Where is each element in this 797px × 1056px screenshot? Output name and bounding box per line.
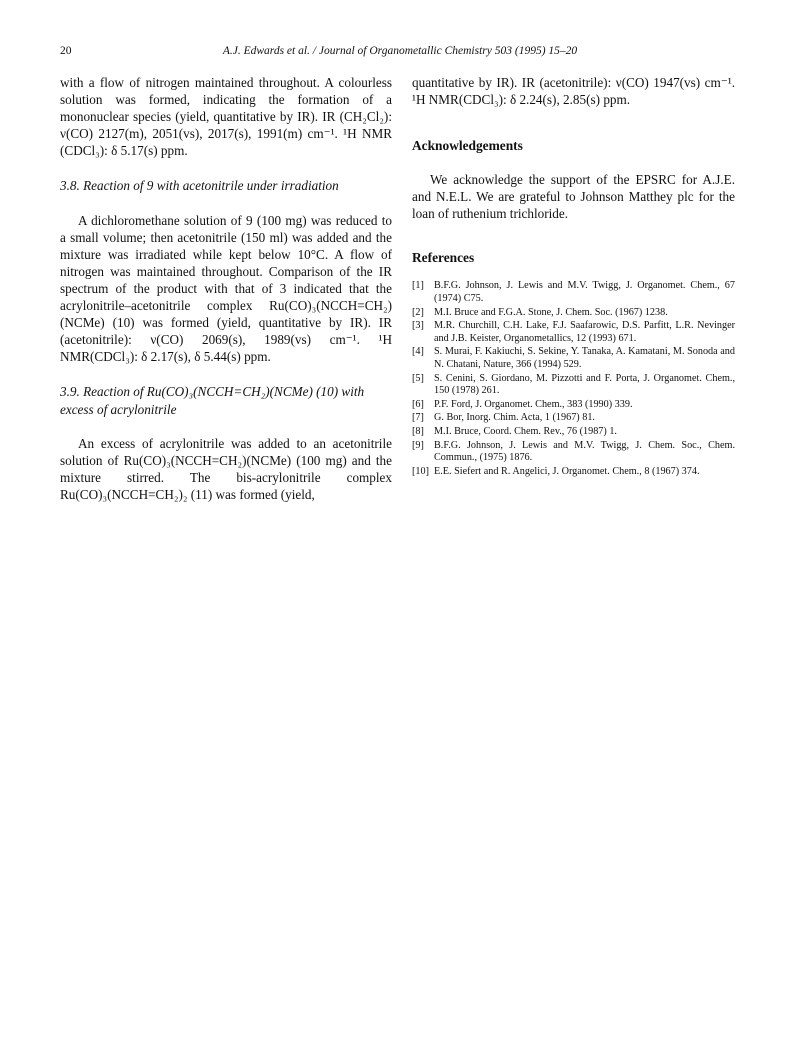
acknowledgements-body: We acknowledge the support of the EPSRC for A.J.E. and N.E.L. We are grateful to Johnson Matthey plc for the loan of ruthenium trichloride. xyxy=(412,172,735,222)
reference-text: M.I. Bruce and F.G.A. Stone, J. Chem. Soc. (1967) 1238. xyxy=(434,306,668,318)
acknowledgements-heading: Acknowledgements xyxy=(412,138,523,154)
reference-text: M.I. Bruce, Coord. Chem. Rev., 76 (1987) 1. xyxy=(434,426,617,437)
paragraph-continuation-right: quantitative by IR). IR (acetonitrile): ν(CO) 1947(vs) cm⁻¹. ¹H NMR(CDCl₃): δ 2.24(s), 2.85(s) ppm. xyxy=(412,75,735,108)
reference-item xyxy=(412,320,735,345)
reference-number: [1] xyxy=(412,280,424,292)
running-head: A.J. Edwards et al. / Journal of Organometallic Chemistry 503 (1995) 15–20 xyxy=(222,45,578,57)
reference-number: [10] xyxy=(412,465,429,477)
reference-text: M.R. Churchill, C.H. Lake, F.J. Saafarowic, D.S. Parfitt, L.R. Nevinger and J.B. Keister, Organometallics, 12 (1993) 671. xyxy=(434,320,735,344)
reference-number: [4] xyxy=(412,346,424,358)
reference-text: S. Cenini, S. Giordano, M. Pizzotti and F. Porta, J. Organomet. Chem., 150 (1978) 261. xyxy=(434,372,735,397)
reference-number: [7] xyxy=(412,412,424,424)
reference-item xyxy=(412,346,735,371)
reference-number: [9] xyxy=(412,439,424,451)
left-column xyxy=(60,74,392,503)
reference-text: B.F.G. Johnson, J. Lewis and M.V. Twigg, J. Organomet. Chem., 67 (1974) C75. xyxy=(434,280,735,305)
section-3-8-heading: 3.8. Reaction of 9 with acetonitrile under irradiation xyxy=(60,178,339,194)
reference-item xyxy=(412,440,735,465)
section-3-8-body: A dichloromethane solution of 9 (100 mg) was reduced to a small volume; then acetonitrile (150 ml) was added and the mixture was irradiated while kept below 10°C. A flow of nitrogen was maintained throughout. Comparison of the IR spectrum of the product with that of 3 indicated that the acrylonitrile–acetonitrile complex Ru(CO)₃(NCCH=CH₂)(NCMe) (10) was formed (yield, quantitative by IR). IR (acetonitrile): ν(CO) 2069(s), 1989(vs) cm⁻¹. ¹H NMR(CDCl₃): δ 2.17(s), δ 5.44(s) ppm. xyxy=(60,212,392,365)
reference-number: [8] xyxy=(412,426,424,437)
reference-text: E.E. Siefert and R. Angelici, J. Organomet. Chem., 8 (1967) 374. xyxy=(434,465,700,477)
reference-text: B.F.G. Johnson, J. Lewis and M.V. Twigg, J. Chem. Soc., Chem. Commun., (1975) 1876. xyxy=(434,439,735,464)
reference-list xyxy=(412,280,735,478)
references-heading: References xyxy=(412,250,475,266)
reference-item xyxy=(412,426,735,439)
reference-item xyxy=(412,412,735,425)
page-header xyxy=(60,45,740,61)
reference-item xyxy=(412,373,735,398)
reference-item xyxy=(412,466,735,479)
reference-item xyxy=(412,399,735,412)
reference-item xyxy=(412,307,735,320)
page-number: 20 xyxy=(60,45,72,57)
paragraph-continuation: with a flow of nitrogen maintained throughout. A colourless solution was formed, indicating the formation of a mononuclear species (yield, quantitative by IR). IR (CH₂Cl₂): ν(CO) 2127(m), 2051(vs), 2017(s), 1991(m) cm⁻¹. ¹H NMR (CDCl₃): δ 5.17(s) ppm. xyxy=(60,75,392,159)
reference-number: [6] xyxy=(412,398,424,410)
reference-number: [5] xyxy=(412,372,424,384)
section-3-9-body: An excess of acrylonitrile was added to an acetonitrile solution of Ru(CO)₃(NCCH=CH₂)(NCMe) (100 mg) and the mixture stirred. The bis-acrylonitrile complex Ru(CO)₃(NCCH=CH₂)₂ (11) was formed (yield, xyxy=(60,435,392,502)
reference-text: S. Murai, F. Kakiuchi, S. Sekine, Y. Tanaka, A. Kamatani, M. Sonoda and N. Chatani, Nature, 366 (1994) 529. xyxy=(434,346,735,371)
reference-text: G. Bor, Inorg. Chim. Acta, 1 (1967) 81. xyxy=(434,412,595,424)
reference-item xyxy=(412,280,735,305)
reference-text: P.F. Ford, J. Organomet. Chem., 383 (1990) 339. xyxy=(434,398,633,410)
right-column xyxy=(412,74,735,479)
reference-number: [2] xyxy=(412,306,424,318)
reference-number: [3] xyxy=(412,320,424,332)
section-3-9-heading: 3.9. Reaction of Ru(CO)₃(NCCH=CH₂)(NCMe) (10) with excess of acrylonitrile xyxy=(60,384,365,417)
